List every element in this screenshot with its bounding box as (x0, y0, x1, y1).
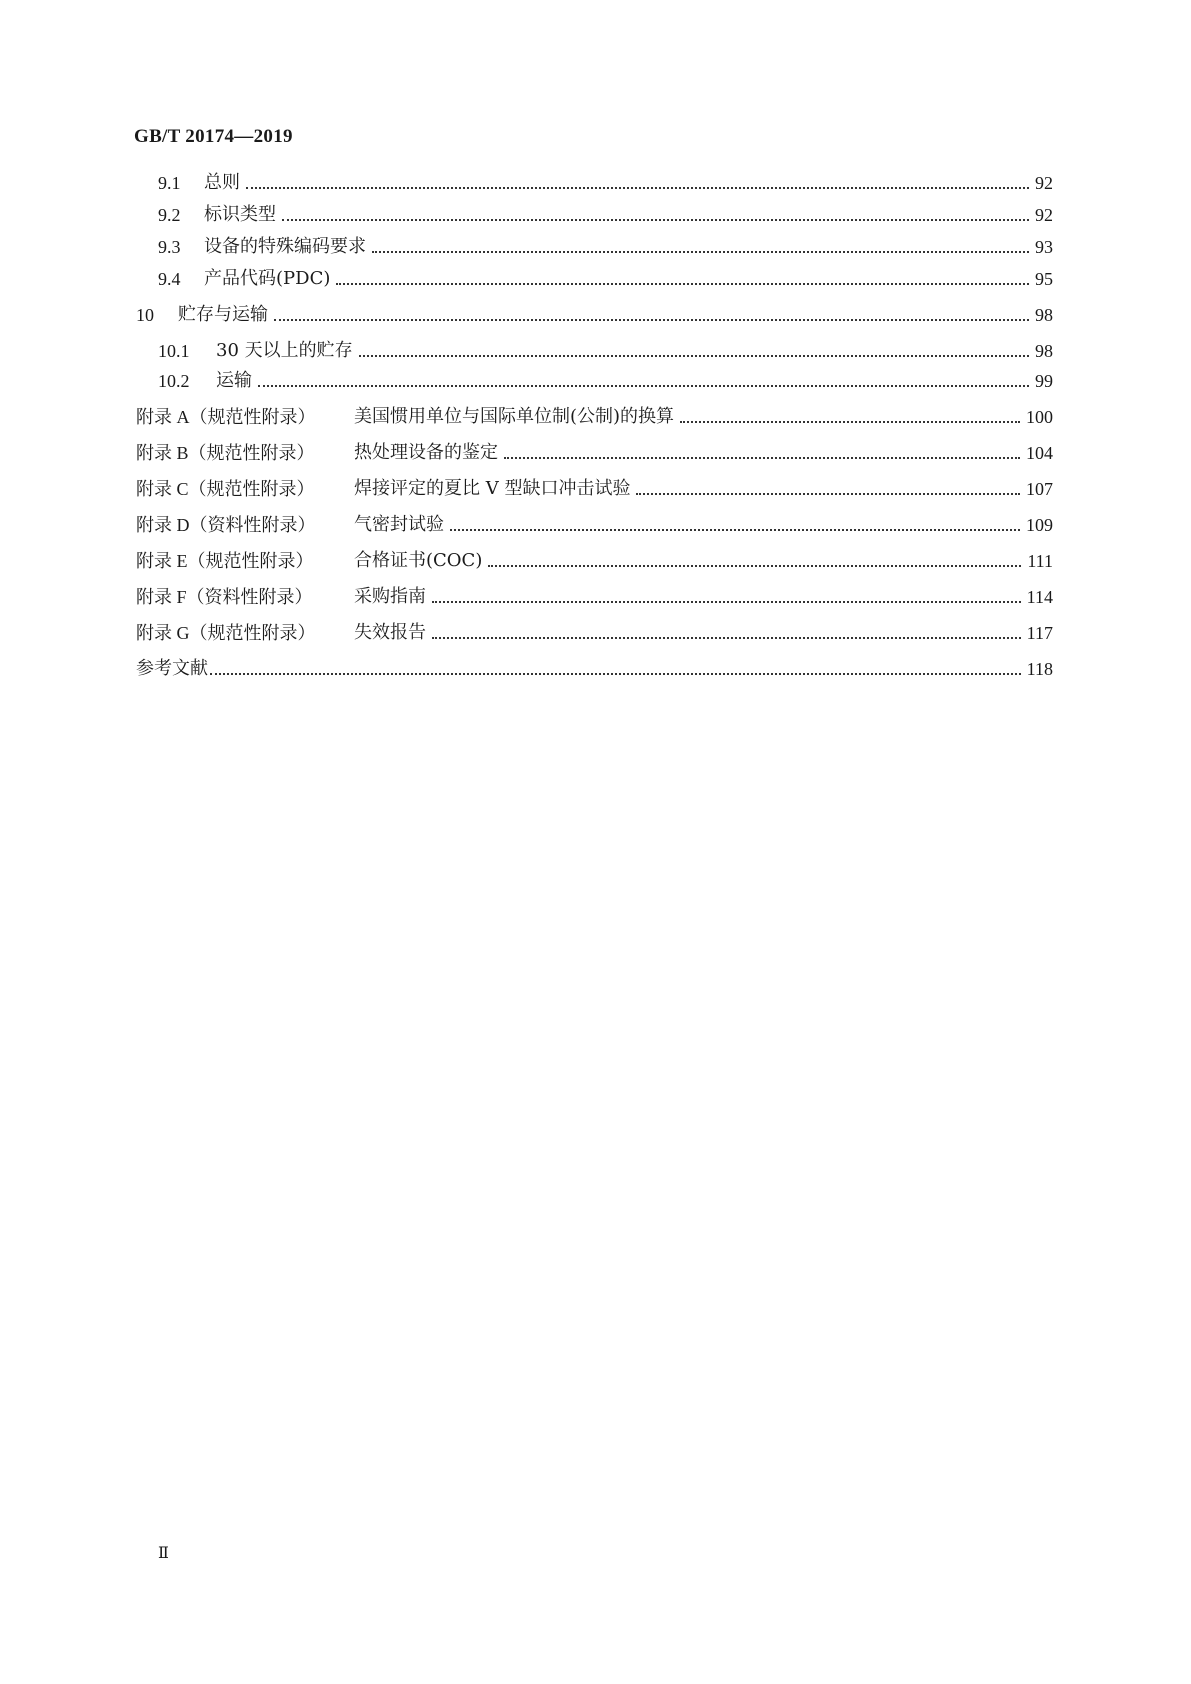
toc-entry-title: 设备的特殊编码要求 (204, 236, 366, 257)
toc-entry-page: 95 (1035, 269, 1053, 289)
toc-entry-number: 10 (136, 305, 154, 325)
toc-entry-title: 产品代码(PDC) (204, 268, 331, 289)
toc-leader-dots (432, 637, 1021, 639)
toc-entry-page: 118 (1026, 659, 1053, 679)
toc-entry-title: 运输 (216, 370, 252, 391)
toc-entry-appendix-b[interactable] (136, 438, 1053, 464)
toc-entry-number: 9.1 (158, 173, 181, 193)
toc-entry-number: 附录 E（规范性附录） (136, 551, 314, 571)
toc-entry-appendix-c[interactable] (136, 474, 1053, 500)
toc-entry-title: 热处理设备的鉴定 (354, 442, 498, 463)
toc-entry-page: 104 (1026, 443, 1053, 463)
toc-entry-title: 贮存与运输 (178, 304, 268, 325)
toc-entry-title: 参考文献 (136, 658, 208, 679)
page-number: Ⅱ (158, 1545, 169, 1562)
toc-entry-page: 98 (1035, 305, 1053, 325)
toc-entry-references[interactable] (136, 654, 1053, 680)
toc-entry-10[interactable] (136, 300, 1053, 326)
standard-code: GB/T 20174—2019 (134, 126, 293, 147)
toc-entry-number: 9.3 (158, 237, 181, 257)
toc-leader-dots (680, 421, 1020, 423)
toc-entry-number: 附录 A（规范性附录） (136, 407, 316, 427)
toc-entry-appendix-f[interactable] (136, 582, 1053, 608)
toc-entry-9-3[interactable] (158, 232, 1053, 258)
toc-entry-title: 焊接评定的夏比 V 型缺口冲击试验 (354, 478, 631, 499)
toc-leader-dots (636, 493, 1020, 495)
toc-entry-page: 114 (1026, 587, 1053, 607)
toc-entry-title: 总则 (204, 172, 240, 193)
toc-entry-title: 合格证书(COC) (354, 550, 483, 571)
toc-leader-dots (258, 385, 1029, 387)
toc-entry-number: 附录 B（规范性附录） (136, 443, 315, 463)
toc-entry-number: 9.4 (158, 269, 181, 289)
toc-entry-number: 附录 D（资料性附录） (136, 515, 316, 535)
toc-leader-dots (336, 283, 1029, 285)
toc-entry-number: 9.2 (158, 205, 181, 225)
toc-entry-page: 92 (1035, 205, 1053, 225)
toc-entry-page: 117 (1026, 623, 1053, 643)
toc-leader-dots (488, 565, 1021, 567)
toc-leader-dots (450, 529, 1020, 531)
toc-entry-title: 失效报告 (354, 622, 426, 643)
toc-entry-appendix-d[interactable] (136, 510, 1053, 536)
toc-leader-dots (504, 457, 1020, 459)
toc-entry-page: 93 (1035, 237, 1053, 257)
toc-entry-9-1[interactable] (158, 168, 1053, 194)
toc-entry-number: 附录 C（规范性附录） (136, 479, 315, 499)
toc-entry-page: 98 (1035, 341, 1053, 361)
toc-entry-number: 附录 G（规范性附录） (136, 623, 316, 643)
toc-entry-10-2[interactable] (158, 366, 1053, 392)
toc-entry-10-1[interactable] (158, 336, 1053, 362)
toc-entry-title: 30 天以上的贮存 (216, 340, 353, 361)
toc-leader-dots (282, 219, 1029, 221)
toc-leader-dots (210, 673, 1021, 675)
toc-leader-dots (372, 251, 1029, 253)
toc-entry-9-2[interactable] (158, 200, 1053, 226)
toc-entry-appendix-e[interactable] (136, 546, 1053, 572)
toc-leader-dots (432, 601, 1021, 603)
toc-entry-page: 107 (1026, 479, 1053, 499)
toc-entry-page: 111 (1027, 551, 1053, 571)
toc-entry-title: 气密封试验 (354, 514, 444, 535)
toc-entry-9-4[interactable] (158, 264, 1053, 290)
toc-entry-page: 109 (1026, 515, 1053, 535)
toc-entry-page: 99 (1035, 371, 1053, 391)
toc-leader-dots (246, 187, 1029, 189)
toc-entry-page: 92 (1035, 173, 1053, 193)
toc-entry-appendix-g[interactable] (136, 618, 1053, 644)
toc-entry-title: 美国惯用单位与国际单位制(公制)的换算 (354, 406, 675, 427)
toc-entry-appendix-a[interactable] (136, 402, 1053, 428)
toc-entry-number: 附录 F（资料性附录） (136, 587, 313, 607)
toc-leader-dots (359, 355, 1029, 357)
toc-leader-dots (274, 319, 1029, 321)
toc-entry-number: 10.2 (158, 371, 190, 391)
toc-entry-number: 10.1 (158, 341, 190, 361)
toc-entry-title: 标识类型 (204, 204, 276, 225)
toc-entry-title: 采购指南 (354, 586, 426, 607)
toc-entry-page: 100 (1026, 407, 1053, 427)
